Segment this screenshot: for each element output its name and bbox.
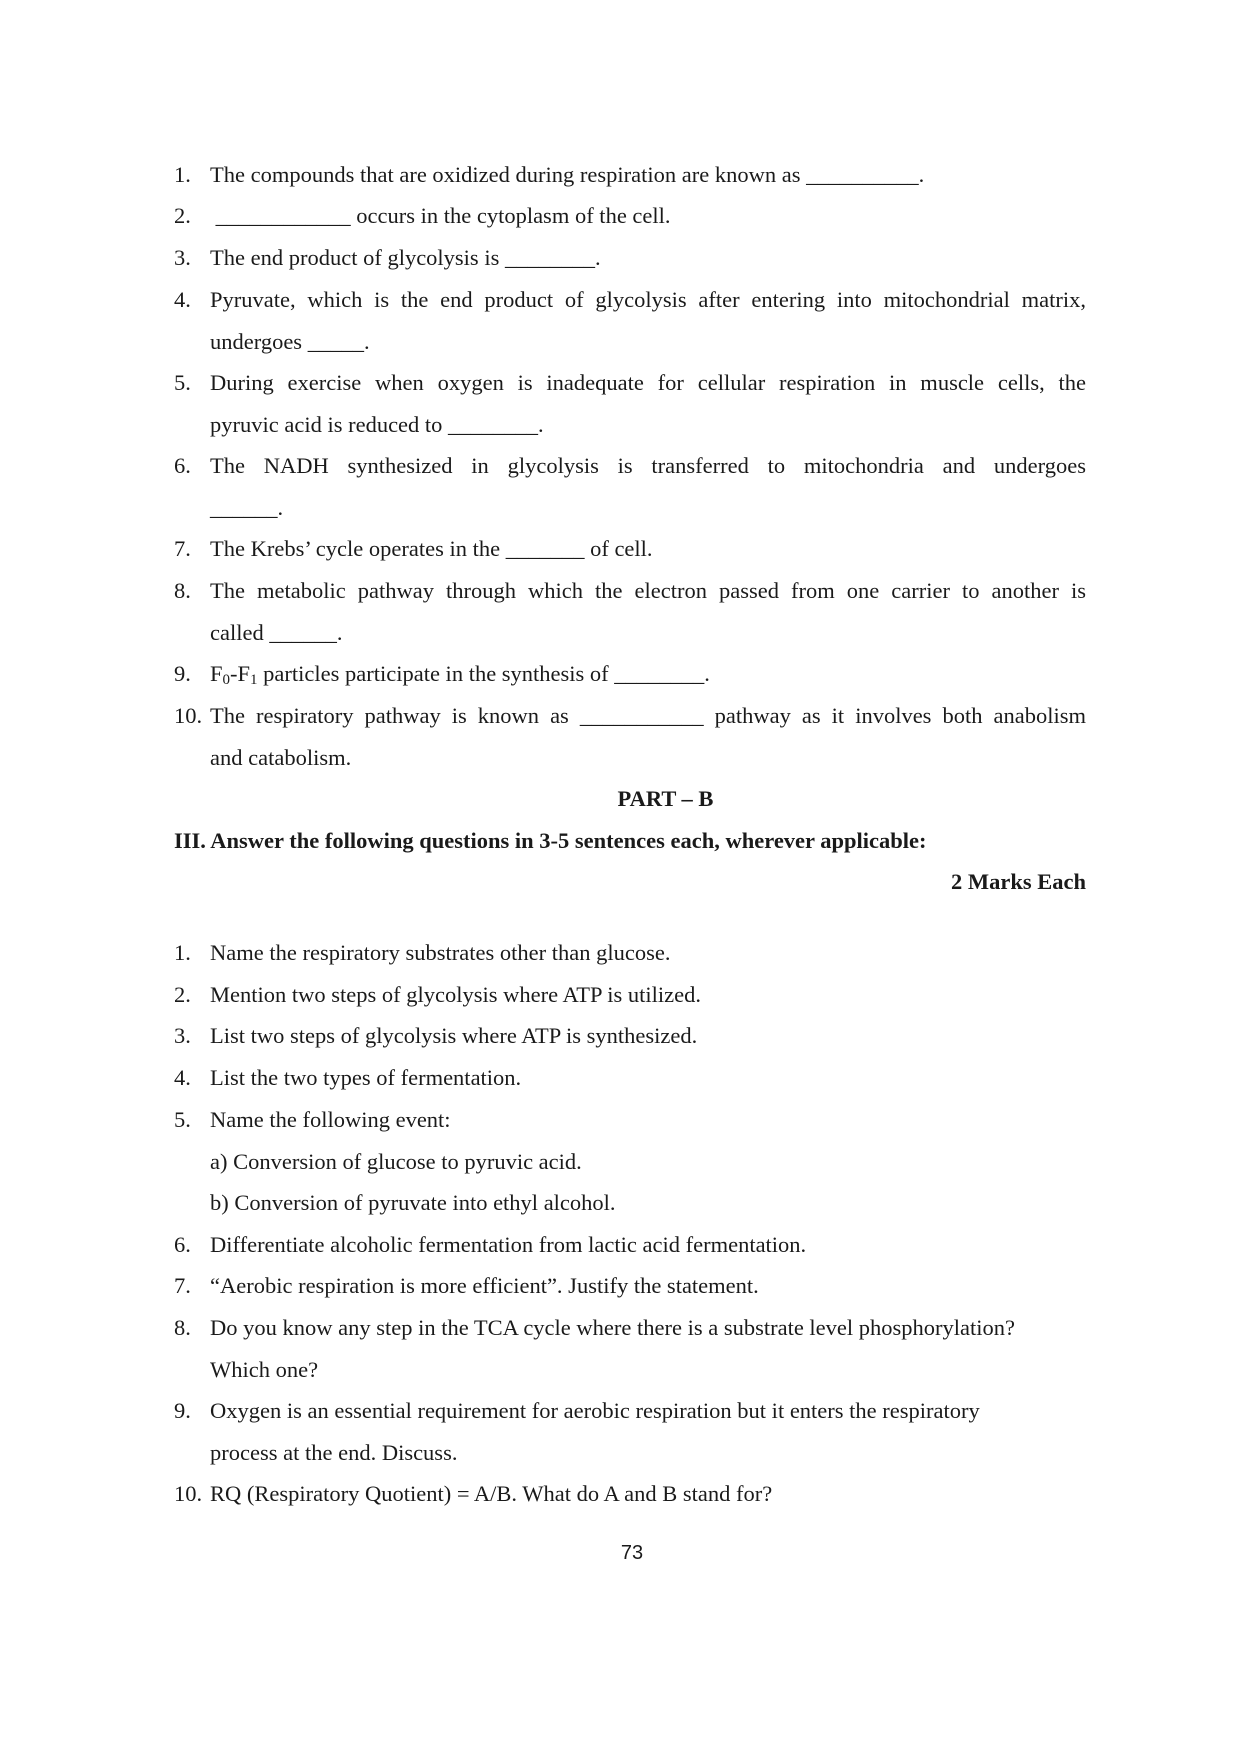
question-text-line1: The respiratory pathway is known as ___________ pathway as it involves both anabolism: [210, 703, 1086, 728]
formula-dash-f: -F: [230, 661, 251, 686]
question-text-line1: Oxygen is an essential requirement for aerobic respiration but it enters the respiratory: [210, 1398, 980, 1423]
question-a-4: [174, 279, 1086, 362]
question-b-8: [174, 1307, 1086, 1390]
section-instruction: III. Answer the following questions in 3-5 sentences each, wherever applicable:: [174, 828, 927, 853]
marks-label: 2 Marks Each: [951, 869, 1086, 894]
question-text: RQ (Respiratory Quotient) = A/B. What do A and B stand for?: [210, 1481, 773, 1506]
page-number: 73: [620, 1542, 644, 1564]
question-number: 10.: [174, 703, 203, 728]
question-text: Name the following event:: [210, 1107, 451, 1132]
question-text-line2: and catabolism.: [210, 744, 352, 770]
question-text-line1: The metabolic pathway through which the electron passed from one carrier to another is: [210, 578, 1086, 603]
formula-f: F: [210, 661, 223, 686]
question-number: 9.: [174, 1398, 191, 1423]
question-text-line1: The NADH synthesized in glycolysis is transferred to mitochondria and undergoes: [210, 453, 1086, 478]
sub-question-b: b) Conversion of pyruvate into ethyl alcohol.: [210, 1190, 616, 1215]
question-text-line1: During exercise when oxygen is inadequate for cellular respiration in muscle cells, the: [210, 370, 1086, 395]
question-number: 4.: [174, 287, 191, 312]
question-text-line2: Which one?: [210, 1356, 319, 1382]
question-a-7: [174, 528, 1086, 570]
question-text: The compounds that are oxidized during respiration are known as __________.: [210, 162, 925, 187]
question-text-line2: process at the end. Discuss.: [210, 1439, 458, 1465]
question-text: Mention two steps of glycolysis where ATP is utilized.: [210, 982, 702, 1007]
question-number: 1.: [174, 940, 191, 965]
question-text: ____________ occurs in the cytoplasm of the cell.: [210, 203, 671, 228]
question-b-6: [174, 1224, 1086, 1266]
subscript-zero: 0: [222, 672, 231, 688]
question-number: 8.: [174, 1315, 191, 1340]
question-text-line1: Do you know any step in the TCA cycle where there is a substrate level phosphorylation?: [210, 1315, 1016, 1340]
question-number: 7.: [174, 1273, 191, 1298]
question-text: List two steps of glycolysis where ATP is synthesized.: [210, 1023, 698, 1048]
question-number: 1.: [174, 162, 191, 187]
question-a-8: [174, 570, 1086, 653]
question-a-1: [174, 154, 1086, 196]
question-text: Differentiate alcoholic fermentation from lactic acid fermentation.: [210, 1232, 807, 1257]
question-number: 3.: [174, 245, 191, 270]
question-a-5: [174, 362, 1086, 445]
question-text: The Krebs’ cycle operates in the _______ of cell.: [210, 536, 653, 561]
question-a-6: [174, 445, 1086, 528]
question-number: 9.: [174, 661, 191, 686]
question-text-line2: ______.: [210, 494, 284, 520]
question-number: 7.: [174, 536, 191, 561]
question-text: List the two types of fermentation.: [210, 1065, 522, 1090]
question-b-9: [174, 1390, 1086, 1473]
question-number: 6.: [174, 453, 191, 478]
sub-question-a: a) Conversion of glucose to pyruvic acid.: [210, 1148, 582, 1174]
question-number: 5.: [174, 370, 191, 395]
question-text: Name the respiratory substrates other than glucose.: [210, 940, 671, 965]
question-b-2: [174, 974, 1086, 1016]
question-number: 4.: [174, 1065, 191, 1090]
question-number: 8.: [174, 578, 191, 603]
question-a-2: [174, 195, 1086, 237]
question-b-5: [174, 1099, 1086, 1224]
question-number: 10.: [174, 1481, 203, 1506]
question-text-rest: particles participate in the synthesis of ________.: [257, 661, 710, 686]
question-number: 6.: [174, 1232, 191, 1257]
question-text-line2: pyruvic acid is reduced to ________.: [210, 411, 544, 437]
question-b-3: [174, 1015, 1086, 1057]
part-b-heading: PART – B: [617, 786, 714, 811]
question-number: 5.: [174, 1107, 191, 1132]
question-a-3: [174, 237, 1086, 279]
question-a-9: [174, 653, 1086, 695]
question-number: 2.: [174, 982, 191, 1007]
question-b-10: [174, 1473, 1086, 1515]
question-b-4: [174, 1057, 1086, 1099]
question-text-line2: called ______.: [210, 619, 343, 645]
question-b-1: [174, 932, 1086, 974]
question-number: 2.: [174, 203, 191, 228]
question-text: “Aerobic respiration is more efficient”. Justify the statement.: [210, 1273, 759, 1298]
question-text-line2: undergoes _____.: [210, 328, 370, 354]
question-text-line1: Pyruvate, which is the end product of glycolysis after entering into mitochondrial matrix,: [210, 287, 1086, 312]
subscript-one: 1: [250, 672, 258, 688]
question-number: 3.: [174, 1023, 191, 1048]
question-text: [210, 653, 1086, 695]
question-a-10: [174, 695, 1086, 778]
question-b-7: [174, 1265, 1086, 1307]
question-text: The end product of glycolysis is ________.: [210, 245, 601, 270]
